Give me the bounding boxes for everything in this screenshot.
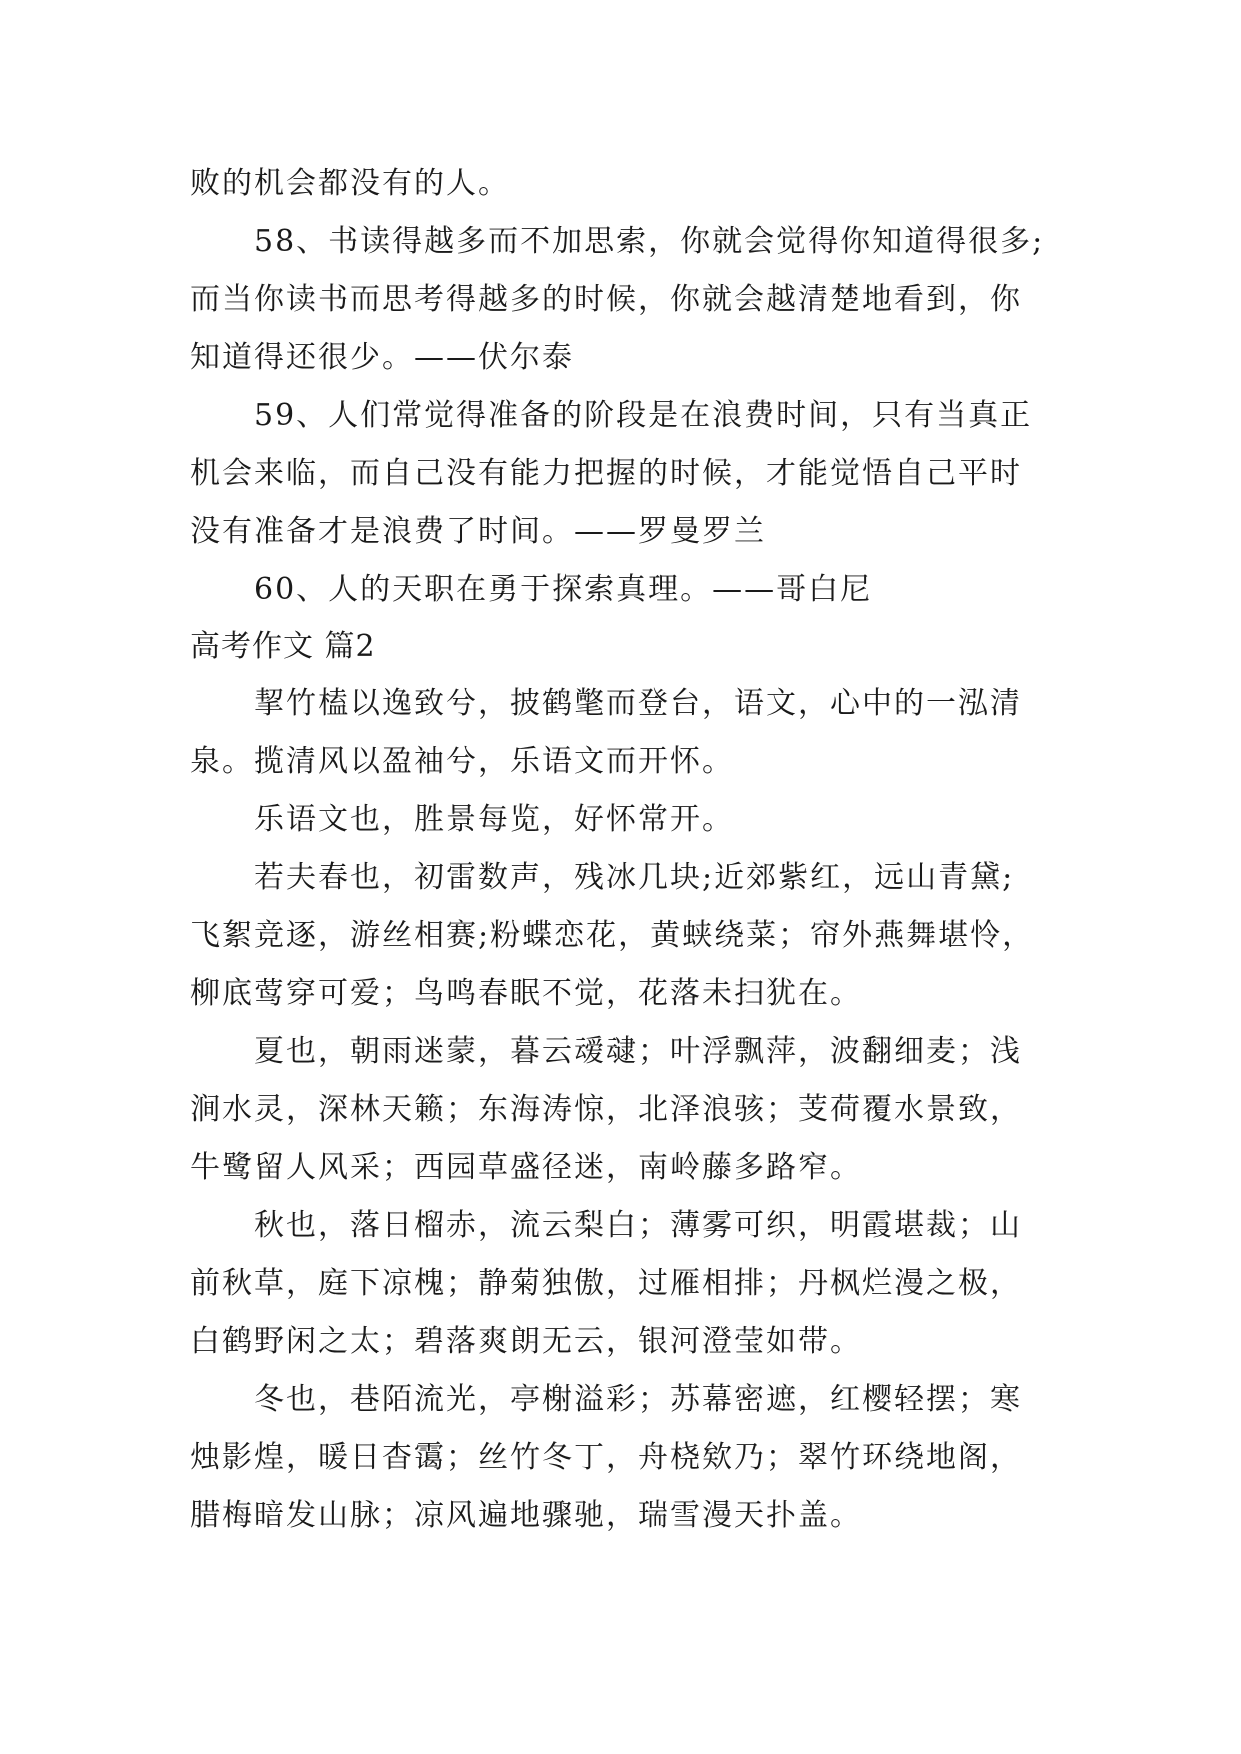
essay-line: 泉。揽清风以盈袖兮，乐语文而开怀。 [190, 744, 734, 779]
essay-line: 夏也，朝雨迷蒙，暮云叆叇；叶浮飘萍，波翻细麦；浅 [254, 1034, 1022, 1069]
essay-line: 冬也，巷陌流光，亭榭溢彩；苏幕密遮，红樱轻摆；寒 [254, 1382, 1022, 1417]
text-line: 机会来临，而自己没有能力把握的时候，才能觉悟自己平时 [190, 456, 1022, 491]
essay-line: 柳底莺穿可爱；鸟鸣春眠不觉，花落未扫犹在。 [190, 976, 862, 1011]
essay-line: 乐语文也，胜景每览，好怀常开。 [254, 802, 734, 837]
section-heading: 高考作文 篇2 [190, 629, 376, 664]
essay-line: 牛鹭留人风采；西园草盛径迷，南岭藤多路窄。 [190, 1150, 862, 1185]
essay-line: 白鹤野闲之太；碧落爽朗无云，银河澄莹如带。 [190, 1324, 862, 1359]
text-line: 没有准备才是浪费了时间。——罗曼罗兰 [190, 514, 766, 549]
essay-line: 前秋草，庭下凉槐；静菊独傲，过雁相排；丹枫烂漫之极， [190, 1266, 1022, 1301]
essay-line: 腊梅暗发山脉；凉风遍地骤驰，瑞雪漫天扑盖。 [190, 1498, 862, 1533]
text-line: 60、人的天职在勇于探索真理。——哥白尼 [254, 572, 873, 607]
essay-line: 飞絮竞逐，游丝相赛;粉蝶恋花，黄蛱绕菜；帘外燕舞堪怜， [190, 918, 1035, 953]
text-line: 58、书读得越多而不加思索，你就会觉得你知道得很多; [254, 224, 1045, 259]
essay-line: 若夫春也，初雷数声，残冰几块;近郊紫红，远山青黛; [254, 860, 1015, 895]
text-line: 败的机会都没有的人。 [190, 166, 510, 201]
text-line: 59、人们常觉得准备的阶段是在浪费时间，只有当真正 [254, 398, 1033, 433]
essay-line: 涧水灵，深林天籁；东海涛惊，北泽浪骇；芰荷覆水景致， [190, 1092, 1022, 1127]
essay-line: 烛影煌，暖日杳霭；丝竹冬丁，舟桡欸乃；翠竹环绕地阁， [190, 1440, 1022, 1475]
essay-line: 挈竹榼以逸致兮，披鹤氅而登台，语文，心中的一泓清 [254, 686, 1022, 721]
document-body [190, 155, 1050, 1545]
essay-line: 秋也，落日榴赤，流云梨白；薄雾可织，明霞堪裁；山 [254, 1208, 1022, 1243]
text-line: 知道得还很少。——伏尔泰 [190, 340, 574, 375]
text-line: 而当你读书而思考得越多的时候，你就会越清楚地看到，你 [190, 282, 1022, 317]
